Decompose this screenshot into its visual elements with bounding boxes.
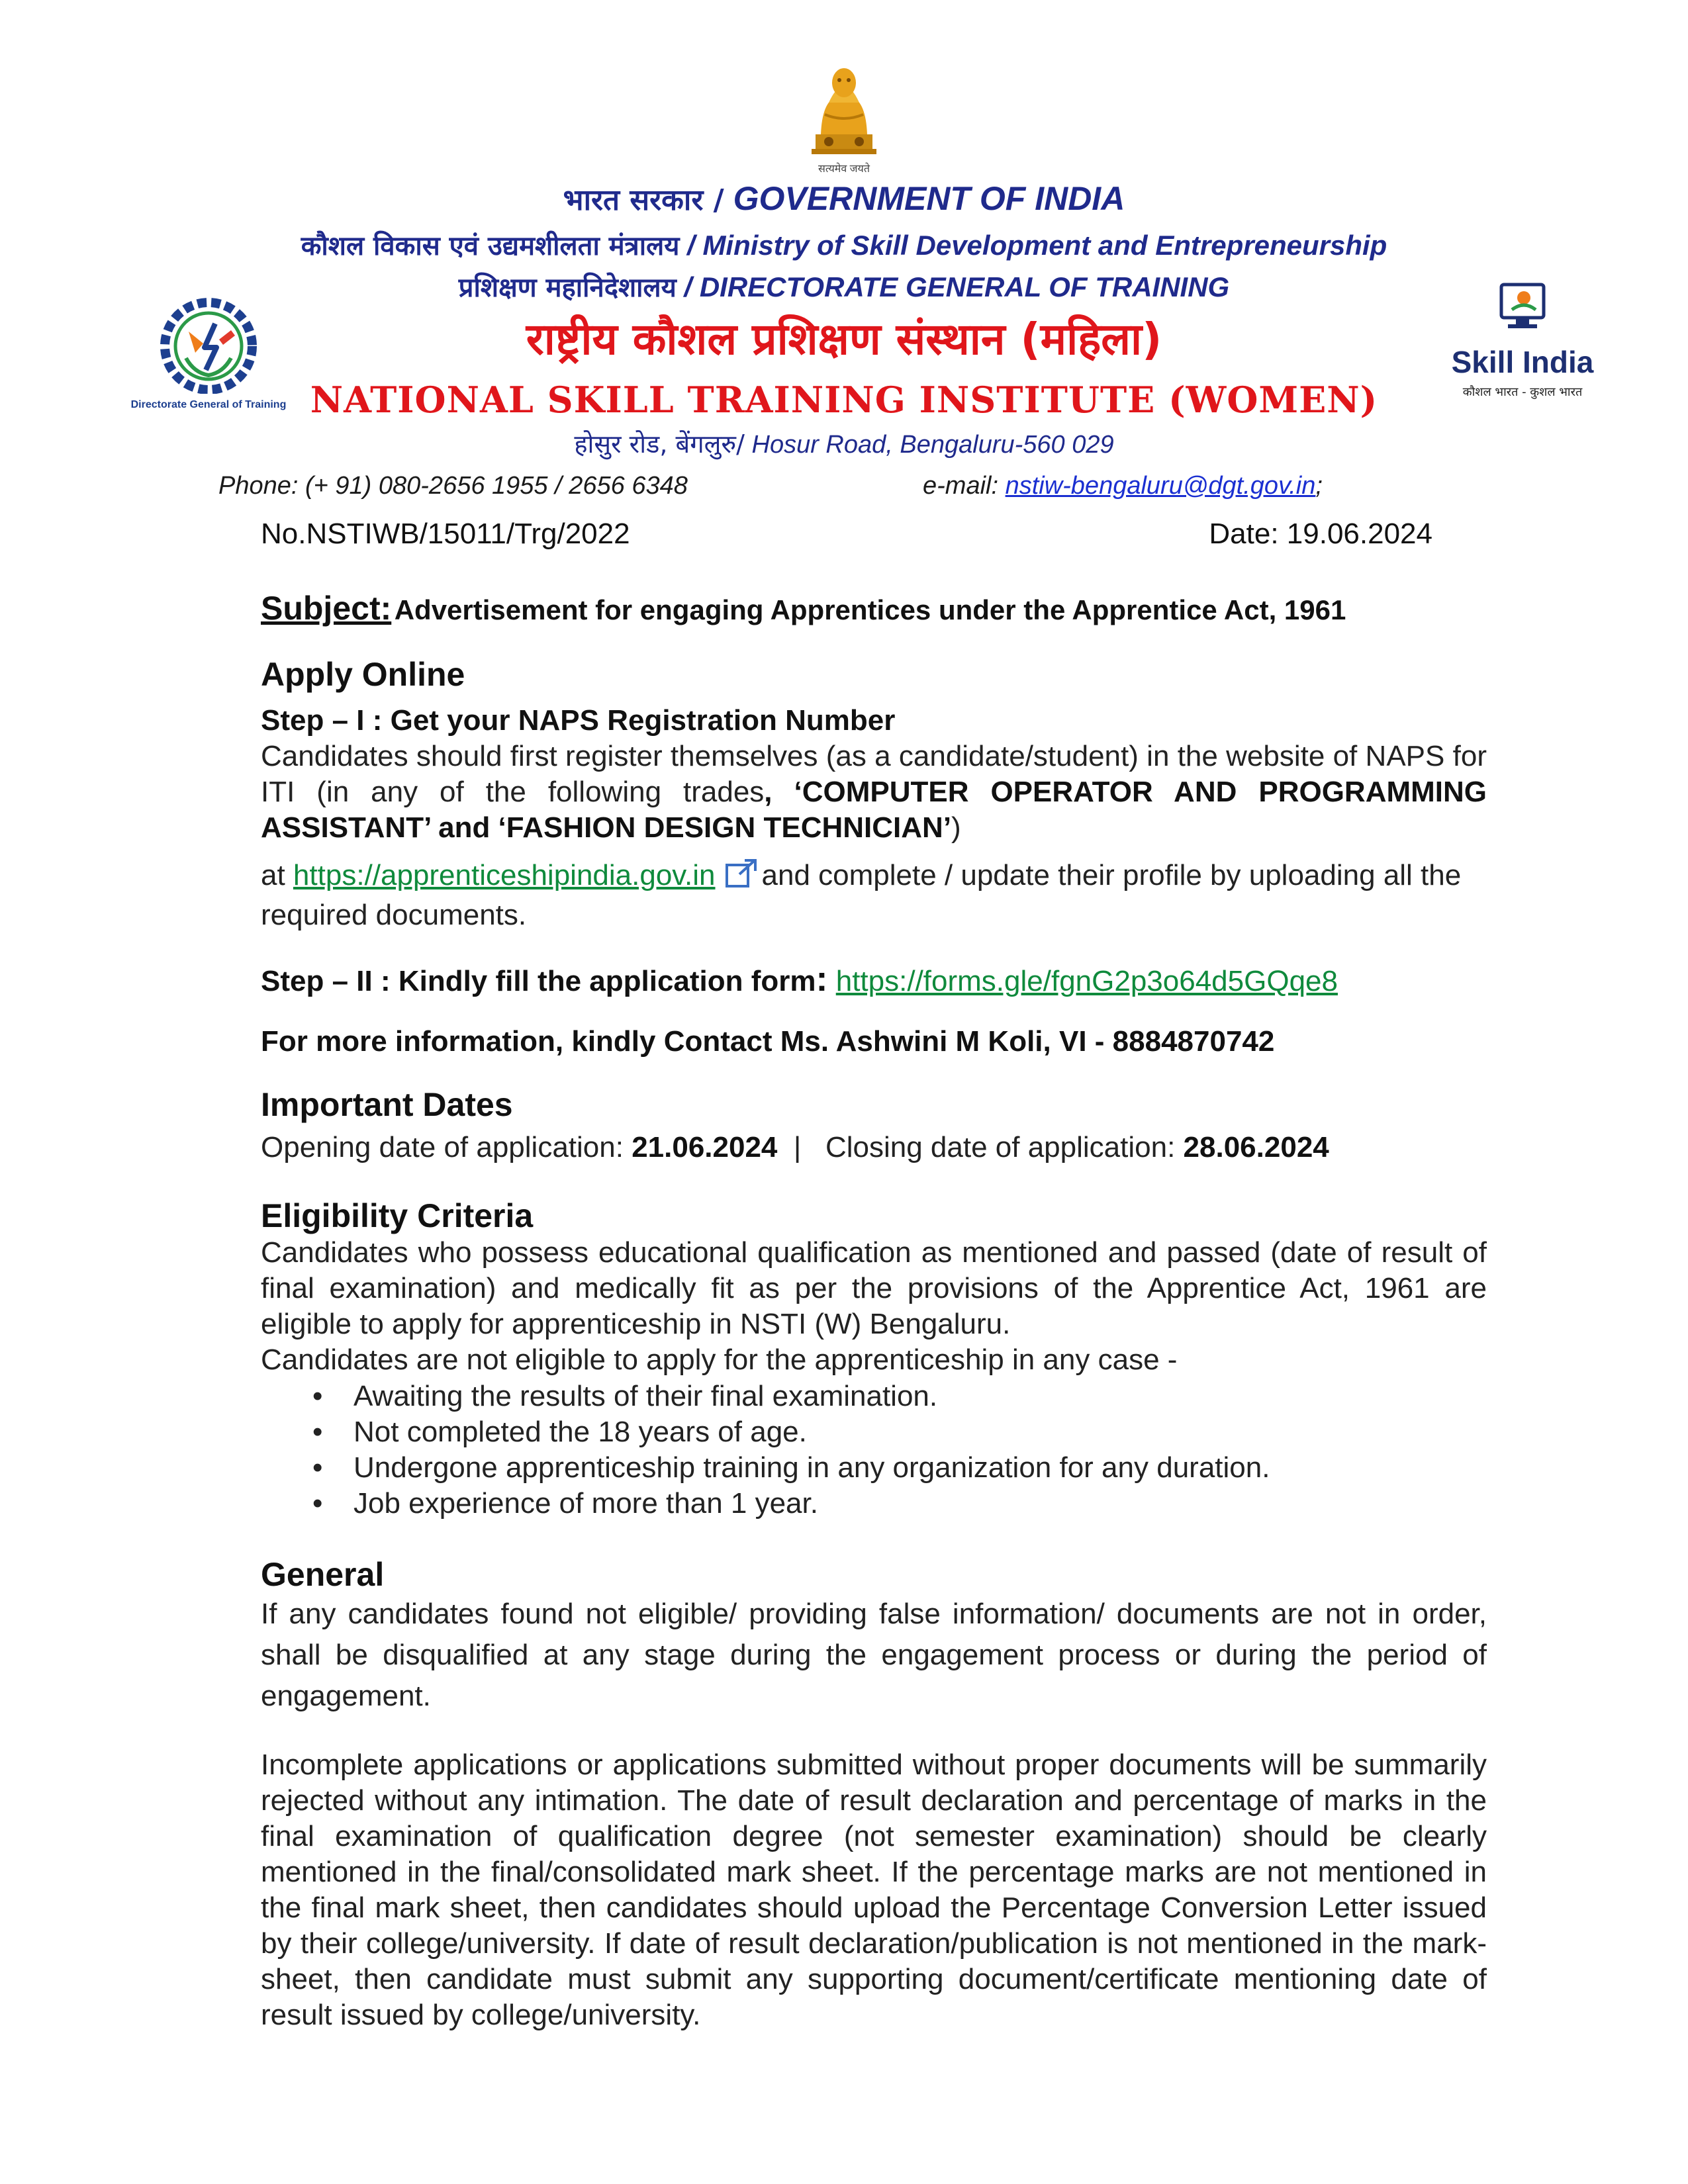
step1-title: Step – I : Get your NAPS Registration Number [261, 704, 896, 737]
gov-hindi: भारत सरकार / [563, 183, 724, 217]
step1-paragraph [261, 739, 1487, 846]
subject-label: Subject: [261, 590, 392, 627]
ministry-line [0, 226, 1688, 263]
institute-address [0, 426, 1688, 461]
general-heading: General [261, 1556, 385, 1593]
not-eligible-list [261, 1379, 1487, 1522]
step1-close: ) [951, 811, 961, 844]
eligibility-paragraph: Candidates who possess educational qualification as mentioned and passed (date of result of final examination) and medically fit as per the provisions of the Apprentice Act, 1961 are eligible to apply for apprenticeship in NSTI (W) Bengaluru. [261, 1236, 1487, 1340]
contact-row [218, 472, 1476, 505]
list-item: • Job experience of more than 1 year. [261, 1486, 1487, 1522]
emblem-motto: सत्यमेव जयते [818, 163, 870, 175]
dgt-hindi: प्रशिक्षण महानिदेशालय [458, 273, 677, 303]
government-line [0, 179, 1688, 218]
national-emblem-icon [802, 56, 886, 182]
dgt-logo-caption: Directorate General of Training [130, 399, 287, 410]
skill-india-tagline: कौशल भारत - कुशल भारत [1462, 385, 1583, 399]
address-hindi: होसुर रोड, बेंगलुरु/ [574, 430, 745, 459]
application-form-link[interactable]: https://forms.gle/fgnG2p3o64d5GQqe8 [835, 965, 1338, 997]
address-english: Hosur Road, Bengaluru-560 029 [751, 431, 1114, 459]
important-dates-heading: Important Dates [261, 1086, 513, 1123]
gov-english: GOVERNMENT OF INDIA [733, 180, 1125, 217]
list-item: • Awaiting the results of their final examination. [261, 1379, 1487, 1414]
institute-name-hindi: राष्ट्रीय कौशल प्रशिक्षण संस्थान (महिला) [526, 314, 1162, 365]
closing-label: Closing date of application: [825, 1131, 1184, 1163]
step1-at: at [261, 859, 293, 891]
email-block [923, 472, 1323, 500]
opening-label: Opening date of application: [261, 1131, 632, 1163]
step1-text-b: and complete / update their profile by uploading all the required documents. [261, 859, 1462, 931]
general-paragraph-2: Incomplete applications or applications submitted without proper documents will be summarily rejected without any intimation. The date of result declaration and percentage of marks in the final examination of qualification degree (not semester examination) should be clearly mentioned in the final/consolidated mark sheet. If the percentage marks are not mentioned in the final mark sheet, then candidates should upload the Percentage Conversion Letter issued by their college/university. If date of result declaration/publication is not mentioned in the mark-sheet, then candidate must submit any supporting document/certificate mentioning date of result issued by college/university. [261, 1749, 1487, 2031]
not-eligible-intro: Candidates are not eligible to apply for the apprenticeship in any case - [261, 1343, 1178, 1376]
step2-label: Step – II : Kindly fill the application form [261, 965, 816, 997]
important-dates-row [261, 1130, 1487, 1165]
apply-online-heading: Apply Online [261, 656, 465, 693]
subject-row [261, 589, 1346, 627]
subject-text: Advertisement for engaging Apprentices under the Apprentice Act, 1961 [394, 594, 1346, 625]
general-paragraph-1: If any candidates found not eligible/ providing false information/ documents are not in order, shall be disqualified at any stage during the engagement process or during the period of engagement. [261, 1598, 1487, 1712]
directorate-line [0, 268, 1688, 304]
naps-portal-link[interactable]: https://apprenticeshipindia.gov.in [293, 859, 716, 891]
reference-number: No.NSTIWB/15011/Trg/2022 [261, 518, 630, 550]
list-item: • Undergone apprenticeship training in any organization for any duration. [261, 1450, 1487, 1486]
eligibility-heading: Eligibility Criteria [261, 1197, 534, 1234]
email-suffix: ; [1315, 472, 1323, 500]
closing-date: 28.06.2024 [1183, 1131, 1329, 1163]
email-link[interactable]: nstiw-bengaluru@dgt.gov.in [1005, 472, 1316, 500]
skill-india-title: Skill India [1451, 345, 1594, 379]
reference-date: Date: 19.06.2024 [1209, 518, 1432, 550]
institute-name-english: NATIONAL SKILL TRAINING INSTITUTE (WOMEN) [310, 379, 1378, 421]
email-label: e-mail: [923, 472, 1006, 500]
contact-info: For more information, kindly Contact Ms. Ashwini M Koli, VI - 8884870742 [261, 1025, 1275, 1058]
phone-number: Phone: (+ 91) 080-2656 1955 / 2656 6348 [218, 472, 688, 500]
date-separator: | [777, 1131, 825, 1163]
list-item: • Not completed the 18 years of age. [261, 1414, 1487, 1450]
ministry-hindi: कौशल विकास एवं उद्यमशीलता मंत्रालय [301, 231, 680, 261]
dgt-english: / DIRECTORATE GENERAL OF TRAINING [684, 271, 1230, 302]
external-link-icon[interactable] [725, 858, 758, 897]
step2-row [261, 961, 1487, 999]
step1-link-paragraph [261, 858, 1487, 933]
step1-trades: , ‘COMPUTER OPERATOR AND PROGRAMMING ASSISTANT’ and ‘FASHION DESIGN TECHNICIAN’ [261, 776, 1487, 844]
opening-date: 21.06.2024 [632, 1131, 778, 1163]
step2-colon: : [816, 959, 828, 999]
step1-text: Candidates should first register themselves (as a candidate/student) in the website of NAPS for ITI (in any of the following trades [261, 740, 1487, 808]
ministry-english: / Ministry of Skill Development and Entrepreneurship [687, 230, 1387, 261]
